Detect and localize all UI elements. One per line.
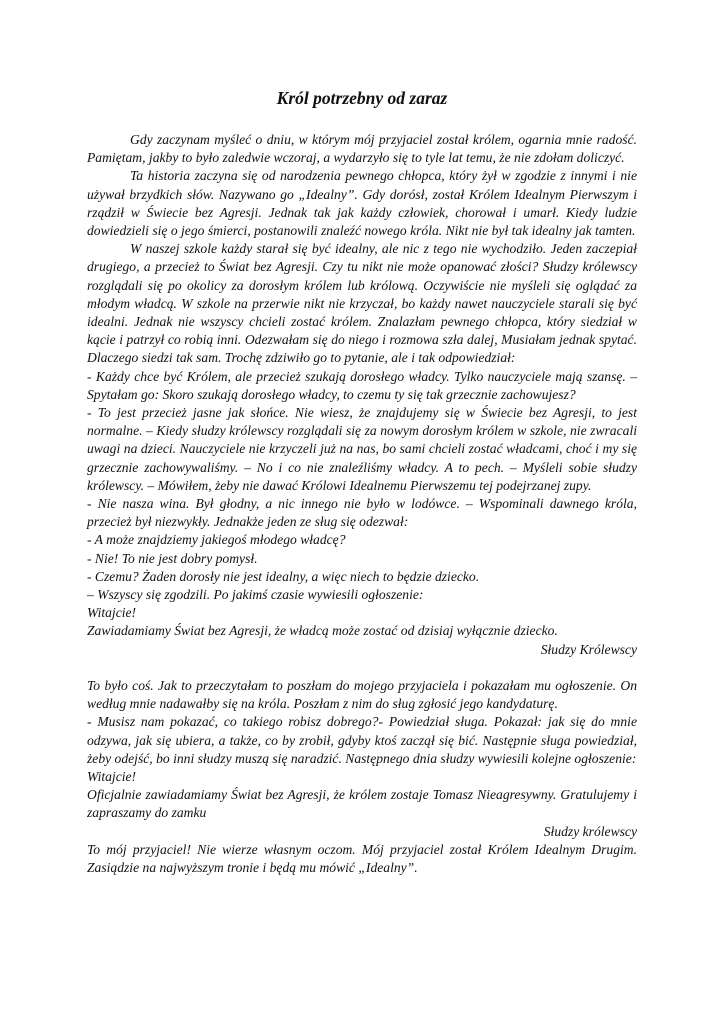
dialogue-line: - Czemu? Żaden dorosły nie jest idealny, a więc niech to będzie dziecko. (87, 568, 480, 584)
paragraph: To było coś. Jak to przeczytałam to poszłam do mojego przyjaciela i pokazałam mu ogłoszenie. On według mnie nadawałby się na króla. Poszłam z nim do sług zgłosić jego kandydaturę. (87, 677, 637, 712)
announcement-signature: Słudzy Królewscy (540, 641, 637, 657)
section-gap (87, 659, 637, 677)
announcement-signature: Słudzy królewscy (543, 823, 637, 839)
paragraph: W naszej szkole każdy starał się być idealny, ale nic z tego nie wychodziło. Jeden zaczepiał drugiego, a przecież to Świat bez Agresji. Czy tu nikt nie może opanować złości? Słudzy królewscy rozglądali się po okolicy za dorosłym królem lub królową. Oczywiście nie myśleli się oglądać za młodym władcą. W szkole na przerwie nikt nie krzyczał, bo każdy nawet nauczyciele starali się być idealni. Jednak nie wszyscy chcieli zostać królem. Znalazłam pewnego chłopca, który siedział w kącie i patrzył co robią inni. Odezwałam się do niego i rozmowa szła dalej, Musiałam jednak spytać. Dlaczego siedzi tak sam. Trochę zdziwiło go to pytanie, ale i tak odpowiedział: (87, 241, 637, 366)
dialogue-line: – Wszyscy się zgodzili. Po jakimś czasie wywiesili ogłoszenie: (87, 587, 424, 603)
document-body (87, 131, 637, 877)
dialogue-line: - Nie! To nie jest dobry pomysł. (87, 550, 258, 566)
announcement-text: Zawiadamiamy Świat bez Agresji, że władcą może zostać od dzisiaj wyłącznie dziecko. (87, 623, 558, 639)
announcement-greeting: Witajcie! (87, 768, 137, 784)
paragraph: Gdy zaczynam myśleć o dniu, w którym mój przyjaciel został królem, ogarnia mnie radość. Pamiętam, jakby to było zaledwie wczoraj, a wydarzyło się to tyle lat temu, że nie zdołam doliczyć. (87, 132, 637, 166)
paragraph: To mój przyjaciel! Nie wierze własnym oczom. Mój przyjaciel został Królem Idealnym Drugim. Zasiądzie na najwyższym tronie i będą mu mówić „Idealny”. (87, 841, 637, 875)
announcement-greeting: Witajcie! (87, 605, 137, 621)
dialogue-line: - Nie nasza wina. Był głodny, a nic innego nie było w lodówce. – Wspominali dawnego króla, przecież był niezwykły. Jednakże jeden ze sług się odezwał: (87, 496, 637, 530)
dialogue-line: - To jest przecież jasne jak słońce. Nie wiesz, że znajdujemy się w Świecie bez Agresji, to jest normalne. – Kiedy słudzy królewscy rozglądali się za nowym dorosłym królem w szkole, nie zwracali uwagi na dzieci. Nauczyciele nie krzyczeli już na nas, bo sami chcieli zostać władcami, choć i my się grzecznie zachowywaliśmy. – No i co nie znaleźliśmy władcy. A to pech. – Myśleli sobie słudzy królewscy. – Mówiłem, żeby nie dawać Królowi Idealnemu Pierwszemu tej podejrzanej zupy. (87, 405, 637, 493)
dialogue-line: - Musisz nam pokazać, co takiego robisz dobrego?- Powiedział sługa. Pokazał: jak się do mnie odzywa, jak się ubiera, a także, co by zrobił, gdyby ktoś zaczął się bić. Następnie sługa powiedział, żeby odejść, bo inni słudzy muszą się naradzić. Następnego dnia słudzy wywiesili kolejne ogłoszenie: (87, 714, 637, 766)
document-title: Król potrzebny od zaraz (276, 88, 448, 108)
dialogue-line: - Każdy chce być Królem, ale przecież szukają dorosłego władcy. Tylko nauczyciele mają szansę. – Spytałam go: Skoro szukają dorosłego władcy, to czemu ty się tak grzecznie zachowujesz? (87, 368, 637, 402)
paragraph: Ta historia zaczyna się od narodzenia pewnego chłopca, który żył w zgodzie z innymi i nie używał brzydkich słów. Nazywano go „Idealny”. Gdy dorósł, został Królem Idealnym Pierwszym i rządził w Świecie bez Agresji. Jednak tak jak każdy człowiek, chorował i umarł. Kiedy ludzie dowiedzieli się o jego śmierci, postanowili znaleźć nowego króla. Nikt nie był tak idealny jak tamten. (87, 168, 637, 239)
dialogue-line: - A może znajdziemy jakiegoś młodego władcę? (87, 532, 346, 548)
announcement-text: Oficjalnie zawiadamiamy Świat bez Agresji, że królem zostaje Tomasz Nieagresywny. Gratulujemy i zapraszamy do zamku (87, 787, 637, 821)
